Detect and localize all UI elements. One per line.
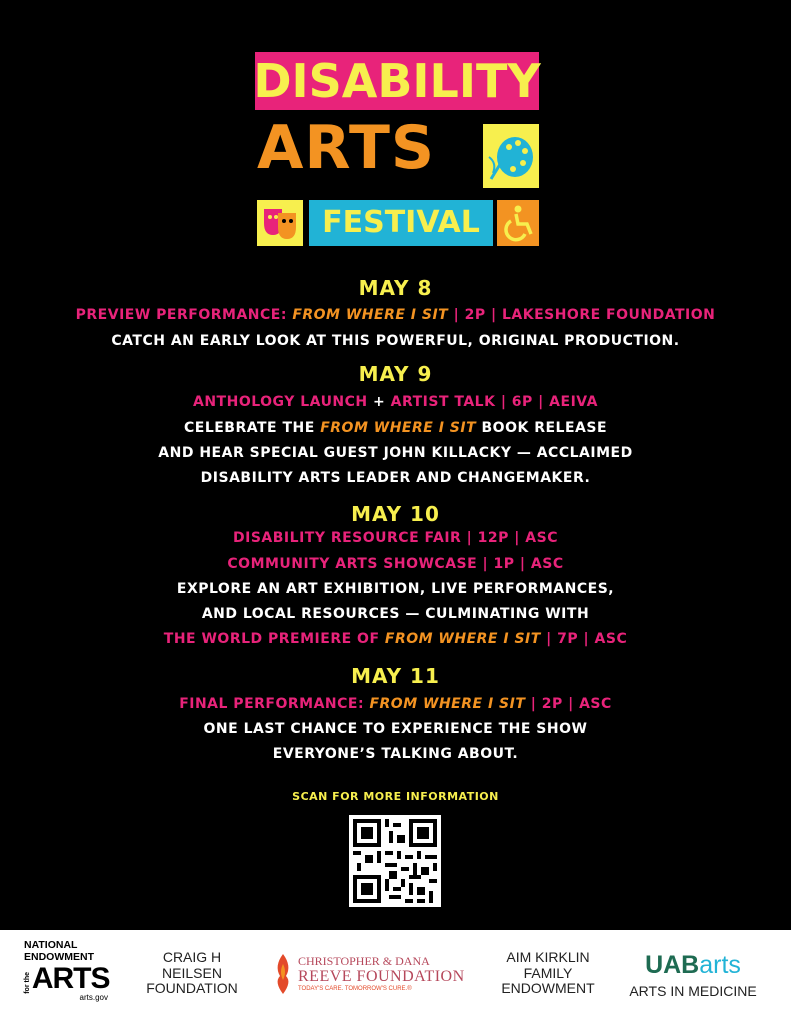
event-date: MAY 10 — [351, 502, 440, 526]
event-title-line: COMMUNITY ARTS SHOWCASE | 1P | ASC — [227, 556, 564, 572]
event-description: CATCH AN EARLY LOOK AT THIS POWERFUL, ORIGINAL PRODUCTION. — [111, 333, 680, 349]
event-description: EXPLORE AN ART EXHIBITION, LIVE PERFORMANCES, — [176, 581, 615, 597]
qr-code[interactable] — [349, 815, 441, 907]
event-date: MAY 11 — [351, 664, 440, 688]
event-date: MAY 8 — [358, 276, 433, 300]
wheelchair-icon — [497, 200, 539, 246]
sponsor-bar — [0, 930, 791, 1024]
event-description: AND LOCAL RESOURCES — CULMINATING WITH — [201, 606, 590, 622]
event-description: DISABILITY ARTS LEADER AND CHANGEMAKER. — [200, 470, 591, 486]
theater-masks-icon — [257, 200, 303, 246]
kirklin-endowment-logo: AIM KIRKLIN FAMILY ENDOWMENT — [501, 949, 595, 997]
nea-logo: NATIONAL ENDOWMENT for the ARTS arts.gov — [24, 939, 110, 1002]
logo-festival: FESTIVAL — [309, 200, 493, 246]
event-date: MAY 9 — [358, 362, 433, 386]
event-title-line: PREVIEW PERFORMANCE: FROM WHERE I SIT | 2P | LAKESHORE FOUNDATION — [75, 307, 716, 323]
event-description: CELEBRATE THE FROM WHERE I SIT BOOK RELEASE — [183, 420, 608, 436]
event-description: EVERYONE’S TALKING ABOUT. — [272, 746, 519, 762]
uab-arts-logo: UABarts ARTS IN MEDICINE — [629, 951, 757, 1000]
event-description: AND HEAR SPECIAL GUEST JOHN KILLACKY — ACCLAIMED — [158, 445, 633, 461]
neilsen-foundation-logo: CRAIG H NEILSEN FOUNDATION — [146, 949, 238, 997]
reeve-foundation-logo: CHRISTOPHER & DANA REEVE FOUNDATION TODAY'S CARE. TOMORROW'S CURE.® — [272, 952, 472, 996]
event-title-line: ANTHOLOGY LAUNCH + ARTIST TALK | 6P | AEIVA — [193, 394, 598, 410]
paint-palette-icon — [483, 124, 539, 188]
logo-disability: DISABILITY — [253, 54, 541, 108]
festival-logo — [255, 52, 545, 248]
scan-label: SCAN FOR MORE INFORMATION — [292, 790, 499, 803]
event-title-line: FINAL PERFORMANCE: FROM WHERE I SIT | 2P | ASC — [179, 696, 612, 712]
event-title-line: THE WORLD PREMIERE OF FROM WHERE I SIT | 7P | ASC — [163, 631, 628, 647]
logo-arts: ARTS — [257, 113, 436, 183]
event-title-line: DISABILITY RESOURCE FAIR | 12P | ASC — [233, 530, 558, 546]
flame-icon — [272, 952, 294, 996]
event-description: ONE LAST CHANCE TO EXPERIENCE THE SHOW — [203, 721, 588, 737]
